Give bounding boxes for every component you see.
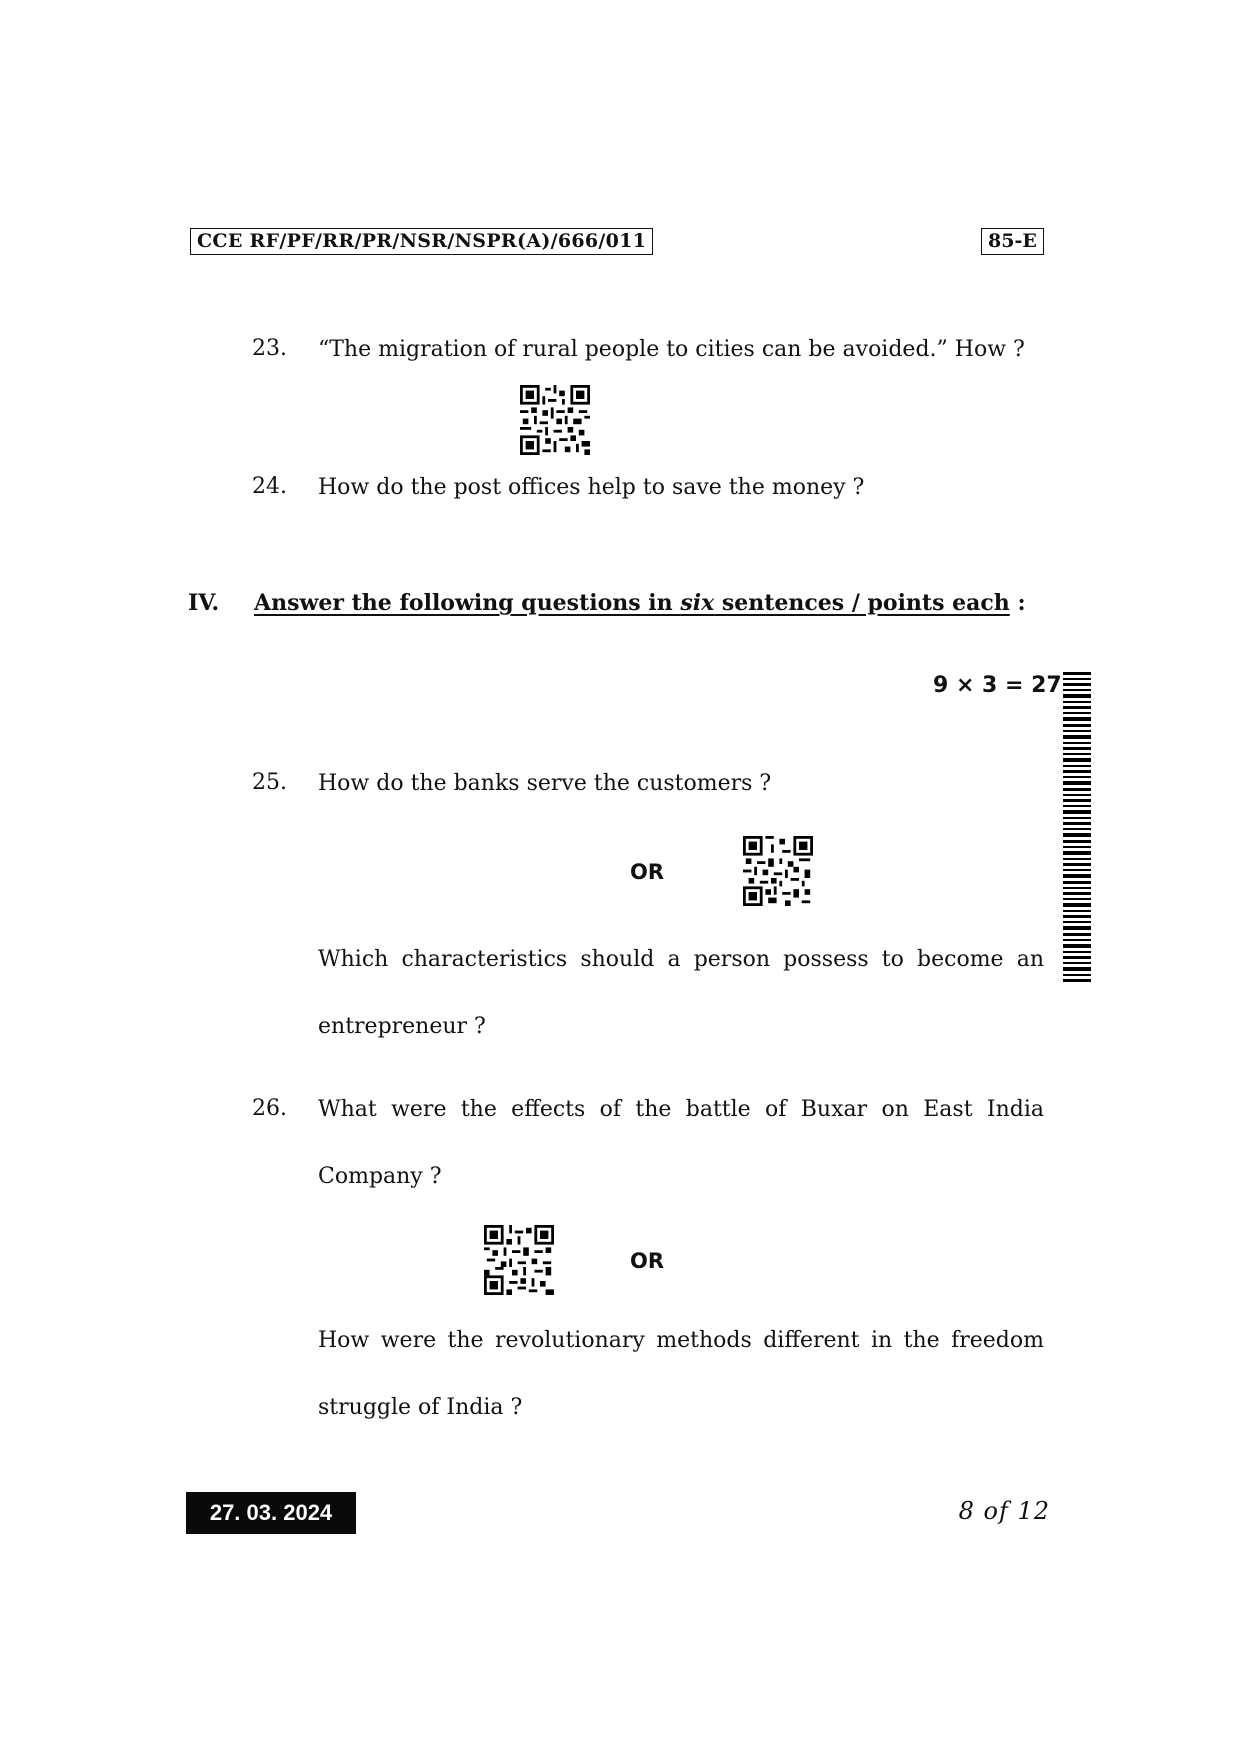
section-number: IV. [188,590,220,616]
barcode-icon [1063,672,1091,982]
section-title: Answer the following questions in six sentences / points each : [254,590,1026,616]
question-26-alt-line-2: struggle of India ? [318,1395,523,1420]
question-25-alt-line-1: Which characteristics should a person possess to become an [318,947,1044,972]
question-26-line-1: What were the effects of the battle of Buxar on East India [318,1097,1044,1122]
question-25-or: OR [630,860,665,884]
question-23-number: 23. [252,336,287,361]
question-23-text: “The migration of rural people to cities can be avoided.” How ? [318,337,1025,362]
section-marks: 9 × 3 = 27 [933,673,1062,698]
section-title-underlined: Answer the following questions in six sentences / points each [254,590,1010,616]
qr-code-icon [743,836,813,906]
question-26-alt-line-1: How were the revolutionary methods different in the freedom [318,1328,1044,1353]
question-26-line-2: Company ? [318,1164,442,1189]
question-26-or: OR [630,1249,665,1273]
question-25-text: How do the banks serve the customers ? [318,771,772,796]
paper-code: 85-E [981,228,1044,255]
question-26-number: 26. [252,1096,287,1121]
question-25-number: 25. [252,770,287,795]
question-25-alt-line-2: entrepreneur ? [318,1014,486,1039]
page-number: 8 of 12 [958,1497,1050,1525]
qr-code-icon [520,385,590,455]
qr-code-icon [484,1225,554,1295]
exam-code: CCE RF/PF/RR/PR/NSR/NSPR(A)/666/011 [190,228,653,255]
question-24-text: How do the post offices help to save the money ? [318,475,865,500]
exam-date-badge: 27. 03. 2024 [186,1492,356,1534]
question-24-number: 24. [252,474,287,499]
section-title-emphasis: six [680,590,715,616]
